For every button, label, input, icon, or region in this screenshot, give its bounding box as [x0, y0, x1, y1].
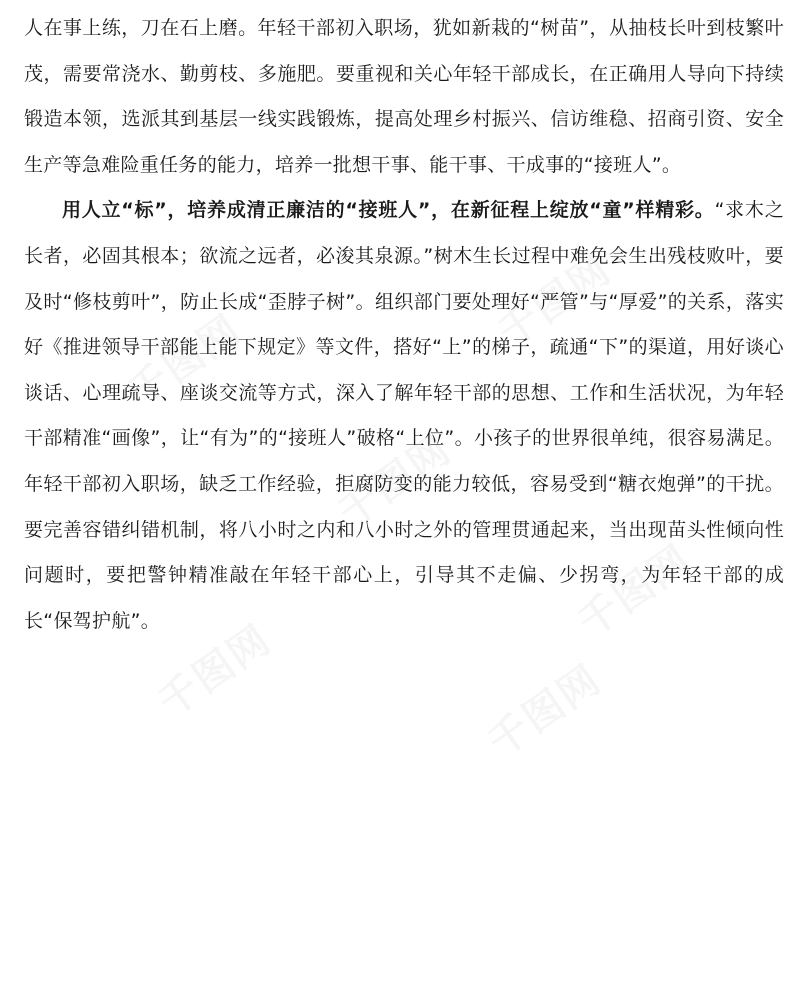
watermark-5: 千图网 [150, 616, 280, 727]
paragraph-2 [24, 188, 784, 644]
document-body [24, 6, 784, 644]
paragraph-1-text: 人在事上练，刀在石上磨。年轻干部初入职场，犹如新栽的“树苗”，从抽枝长叶到枝繁叶茂，需要常浇水、勤剪枝、多施肥。要重视和关心年轻干部成长，在正确用人导向下持续锻造本领，选派其到基层一线实践锻炼，提高处理乡村振兴、信访维稳、招商引资、安全生产等急难险重任务的能力，培养一批想干事、能干事、干成事的“接班人”。 [24, 17, 784, 176]
paragraph-2-heading: 用人立“标”，培养成清正廉洁的“接班人”，在新征程上绽放“童”样精彩。 [62, 199, 715, 222]
watermark-3: 千图网 [330, 426, 460, 537]
watermark-6: 千图网 [480, 656, 610, 767]
paragraph-1 [24, 6, 784, 188]
watermark-1: 千图网 [490, 246, 620, 357]
watermark-4: 千图网 [570, 536, 700, 647]
paragraph-2-text: “求木之长者，必固其根本；欲流之远者，必浚其泉源。”树木生长过程中难免会生出残枝败叶，要及时“修枝剪叶”，防止长成“歪脖子树”。组织部门要处理好“严管”与“厚爱”的关系，落实好《推进领导干部能上能下规定》等文件，搭好“上”的梯子，疏通“下”的渠道，用好谈心谈话、心理疏导、座谈交流等方式，深入了解年轻干部的思想、工作和生活状况，为年轻干部精准“画像”，让“有为”的“接班人”破格“上位”。小孩子的世界很单纯，很容易满足。年轻干部初入职场，缺乏工作经验，拒腐防变的能力较低，容易受到“糖衣炮弹”的干扰。要完善容错纠错机制，将八小时之内和八小时之外的管理贯通起来，当出现苗头性倾向性问题时，要把警钟精准敲在年轻干部心上，引导其不走偏、少拐弯，为年轻干部的成长“保驾护航”。 [24, 199, 784, 632]
watermark-2: 千图网 [120, 306, 250, 417]
